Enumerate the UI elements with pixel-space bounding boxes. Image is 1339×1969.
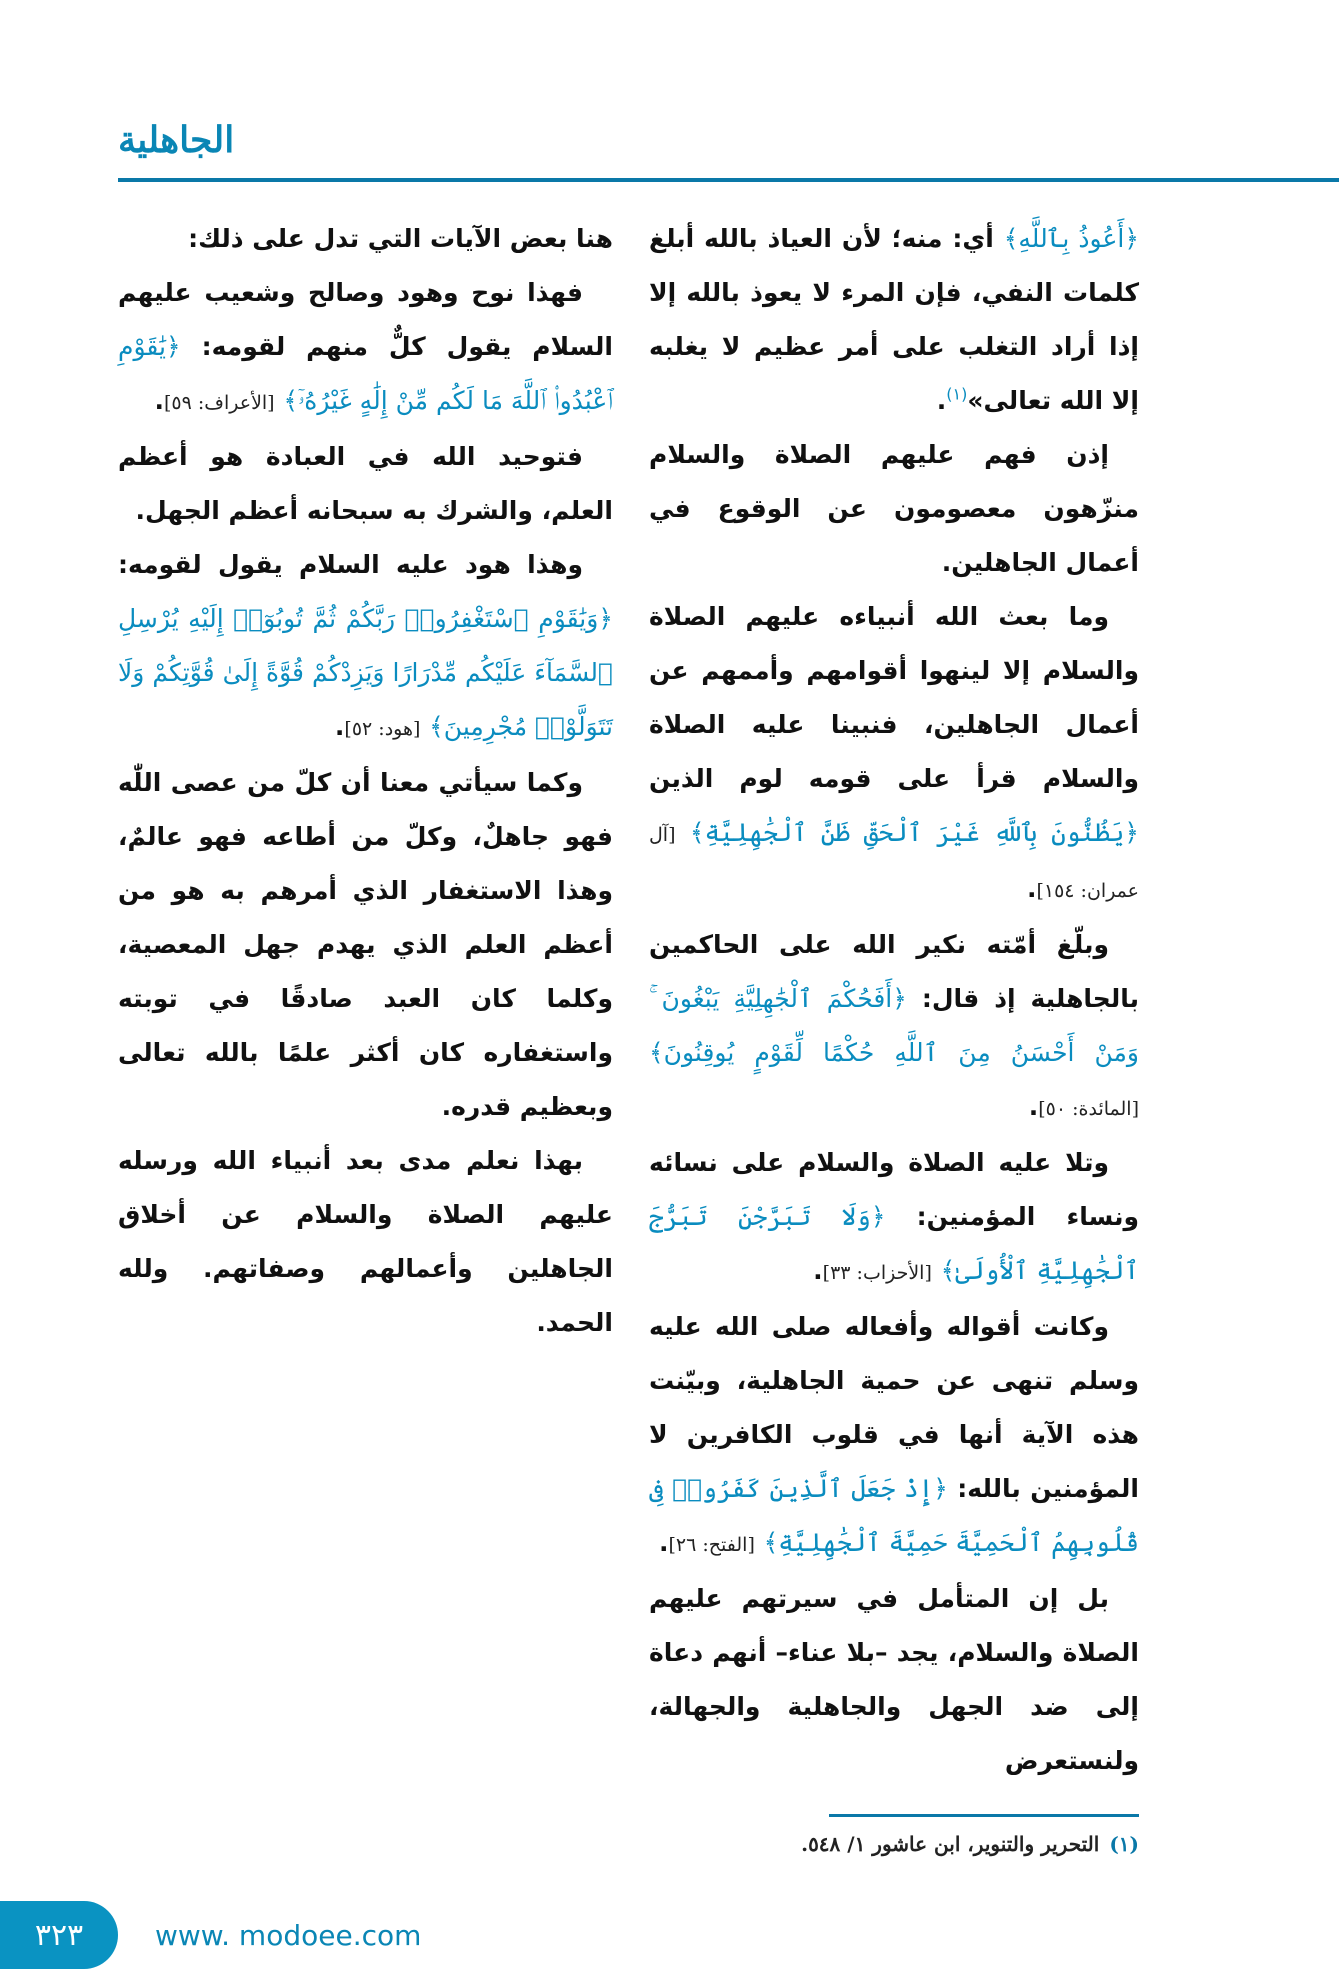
paragraph: هنا بعض الآيات التي تدل على ذلك:	[188, 224, 613, 253]
paragraph-text: وما بعث الله أنبياءه عليهم الصلاة والسلام إلا لينهوا أقوامهم وأممهم عن أعمال الجاهلين، فنبينا عليه الصلاة والسلام قرأ على قومه لوم الذين	[649, 602, 1139, 793]
left-column	[118, 212, 613, 1350]
paragraph-text: أي: منه؛ لأن العياذ بالله أبلغ كلمات النفي، فإن المرء لا يعوذ بالله إلا إذا أراد التغلب على أمر عظيم لا يغلبه إلا الله تعالى»	[649, 224, 1139, 415]
paragraph	[649, 1300, 1139, 1572]
verse-reference: [هود: ٥٢]	[344, 718, 421, 740]
website-link[interactable]: www. modoee.com	[155, 1918, 422, 1952]
page-number: ٣٢٣	[34, 1917, 84, 1953]
punctuation: .	[334, 712, 345, 741]
verse-close-ornament: ﴾	[429, 712, 444, 741]
quran-verse: يَٰقَوْمِ ٱعْبُدُوا۟ ٱللَّهَ مَا لَكُم مِّنْ إِلَٰهٍ غَيْرُهُۥٓ	[118, 332, 613, 415]
paragraph-text: فهذا نوح وهود وصالح وشعيب عليهم السلام يقول كلٌّ منهم لقومه:	[118, 278, 613, 361]
quran-verse: أَفَحُكْمَ ٱلْجَٰهِلِيَّةِ يَبْغُونَ ۚ وَمَنْ أَحْسَنُ مِنَ ٱللَّهِ حُكْمًا لِّقَوْمٍ يُوقِنُونَ	[649, 984, 1139, 1067]
verse-open-ornament: ﴿	[870, 1202, 886, 1231]
paragraph: إذن فهم عليهم الصلاة والسلام منزّهون معصومون عن الوقوع في أعمال الجاهلين.	[649, 440, 1139, 577]
verse-open-ornament: ﴿	[1124, 224, 1139, 253]
paragraph: بهذا نعلم مدى بعد أنبياء الله ورسله عليهم الصلاة والسلام عن أخلاق الجاهلين وأعمالهم وصفاتهم. ولله الحمد.	[118, 1146, 613, 1337]
paragraph: بل إن المتأمل في سيرتهم عليهم الصلاة والسلام، يجد –بلا عناء– أنهم دعاة إلى ضد الجهل والجاهلية والجهالة، ولنستعرض	[649, 1584, 1139, 1775]
running-header	[118, 110, 1339, 182]
two-column-body	[118, 212, 1139, 1861]
verse-open-ornament: ﴿	[933, 1474, 948, 1503]
verse-open-ornament: ﴿	[598, 604, 613, 633]
punctuation: .	[813, 1256, 823, 1285]
paragraph	[118, 538, 613, 756]
verse-reference: [المائدة: ٥٠]	[1038, 1098, 1139, 1120]
paragraph-text: وتلا عليه الصلاة والسلام على نسائه ونساء المؤمنين:	[649, 1148, 1139, 1231]
quran-verse: وَيَٰقَوْمِ ٱسْتَغْفِرُوا۟ رَبَّكُمْ ثُمَّ تُوبُوٓا۟ إِلَيْهِ يُرْسِلِ ٱلسَّمَآءَ عَلَيْكُم مِّدْرَارًا وَيَزِدْكُمْ قُوَّةً إِلَىٰ قُوَّتِكُمْ وَلَا تَتَوَلَّوْا۟ مُجْرِمِينَ	[118, 604, 613, 741]
header-rule	[118, 178, 1339, 182]
punctuation: .	[154, 386, 164, 415]
footnote-text: التحرير والتنوير، ابن عاشور ١/ ٥٤٨.	[801, 1832, 1100, 1856]
paragraph: وكما سيأتي معنا أن كلّ من عصى اللّٰه فهو جاهلٌ، وكلّ من أطاعه فهو عالمٌ، وهذا الاستغفار الذي أمرهم به هو من أعظم العلم الذي يهدم جهل المعصية، وكلما كان العبد صادقًا في توبته واستغفاره كان أكثر علمًا بالله تعالى وبعظيم قدره.	[118, 768, 613, 1121]
running-header-title: الجاهلية	[118, 119, 235, 161]
quran-verse: وَلَا تَبَرَّجْنَ تَبَرُّجَ ٱلْجَٰهِلِيَّةِ ٱلْأُولَىٰ	[649, 1202, 1139, 1285]
verse-reference: [الأحزاب: ٣٣]	[822, 1262, 932, 1284]
paragraph	[649, 212, 1139, 428]
page-footer	[0, 1901, 1339, 1969]
paragraph-text: وكانت أقواله وأفعاله صلى الله عليه وسلم تنهى عن حمية الجاهلية، وبيّنت هذه الآية أنها في قلوب الكافرين لا المؤمنين بالله:	[649, 1312, 1139, 1503]
verse-close-ornament: ﴾	[1003, 224, 1019, 253]
footnote-rule	[829, 1814, 1139, 1817]
verse-open-ornament: ﴿	[1124, 818, 1139, 847]
verse-open-ornament: ﴿	[892, 984, 907, 1013]
quran-verse: إِذْ جَعَلَ ٱلَّذِينَ كَفَرُوا۟ فِى قُلُوبِهِمُ ٱلْحَمِيَّةَ حَمِيَّةَ ٱلْجَٰهِلِيَّةِ	[649, 1474, 1139, 1557]
footnote	[649, 1827, 1139, 1861]
verse-close-ornament: ﴾	[689, 818, 705, 847]
paragraph-text: وبلّغ أمّته نكير الله على الحاكمين بالجاهلية إذ قال:	[649, 930, 1139, 1013]
right-column	[649, 212, 1139, 1861]
verse-reference: [آل عمران: ١٥٤]	[649, 824, 1139, 902]
punctuation: .	[658, 1528, 669, 1557]
verse-reference: [الأعراف: ٥٩]	[163, 392, 275, 414]
footnote-number: (١)	[1109, 1832, 1139, 1856]
verse-open-ornament: ﴿	[166, 332, 181, 361]
paragraph	[649, 590, 1139, 918]
verse-close-ornament: ﴾	[283, 386, 298, 415]
paragraph	[649, 1136, 1139, 1300]
quran-verse: يَظُنُّونَ بِٱللَّهِ غَيْرَ ٱلْحَقِّ ظَنَّ ٱلْجَٰهِلِيَّةِ	[704, 818, 1125, 847]
paragraph: فتوحيد الله في العبادة هو أعظم العلم، والشرك به سبحانه أعظم الجهل.	[118, 442, 613, 525]
page-number-badge	[0, 1901, 118, 1969]
punctuation: .	[1026, 874, 1037, 903]
verse-close-ornament: ﴾	[763, 1528, 779, 1557]
verse-close-ornament: ﴾	[649, 1038, 664, 1067]
quran-verse: أَعُوذُ بِٱللَّهِ	[1018, 224, 1125, 253]
punctuation: .	[936, 386, 947, 415]
verse-close-ornament: ﴾	[940, 1256, 956, 1285]
paragraph	[118, 266, 613, 430]
footnote-marker[interactable]: (١)	[946, 384, 968, 404]
verse-reference: [الفتح: ٢٦]	[668, 1534, 755, 1556]
paragraph-text: وهذا هود عليه السلام يقول لقومه:	[118, 550, 583, 579]
paragraph	[649, 918, 1139, 1136]
punctuation: .	[1028, 1092, 1039, 1121]
